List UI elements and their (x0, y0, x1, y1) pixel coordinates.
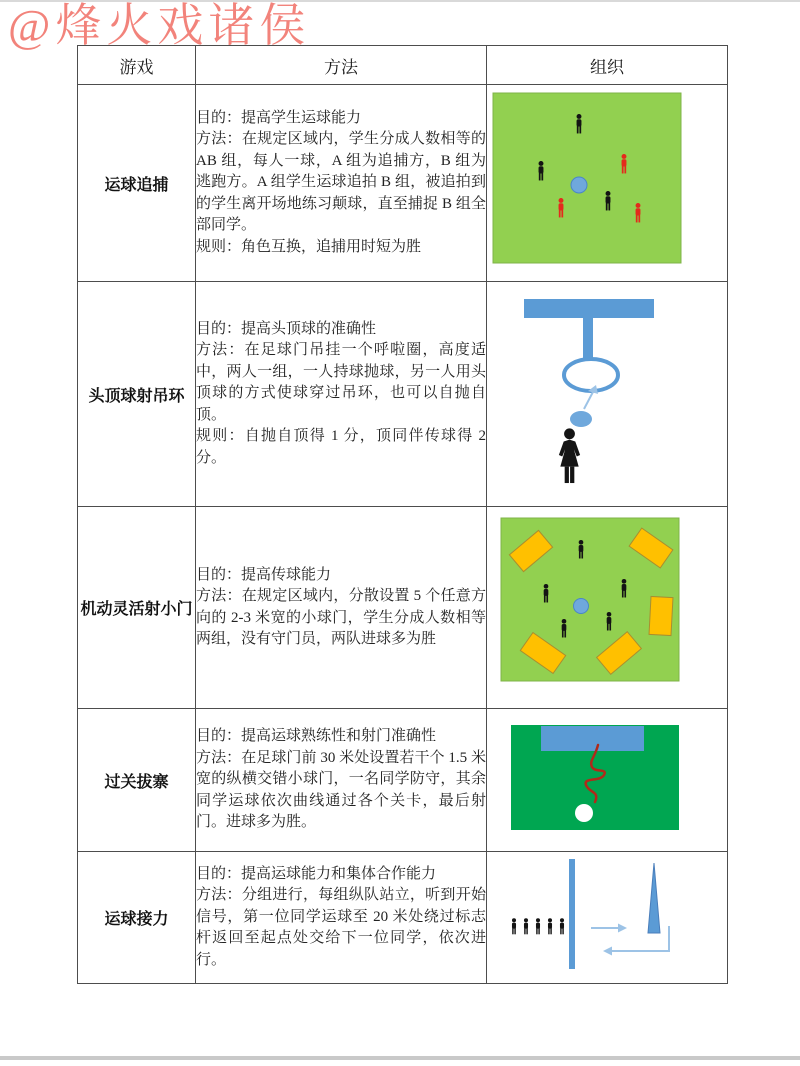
header-game: 游戏 (78, 46, 196, 85)
game-name: 运球接力 (78, 852, 196, 984)
table-row (78, 507, 728, 709)
method-paragraph: 目的：提高传球能力 (196, 566, 332, 583)
method-paragraph: 方法：在规定区域内，学生分成人数相等的 AB 组，每人一球，A 组为追捕方，B 组为逃跑方。A 组学生运球追拍 B 组，被追拍到的学生离开场地练习颠球，直至捕捉 B 组全部同学。 (196, 131, 486, 234)
method-paragraph: 目的：提高头顶球的准确性 (196, 320, 377, 337)
table-row (78, 282, 728, 507)
start-line-bar (569, 859, 575, 969)
chase-field-diagram (487, 85, 726, 280)
watermark-text: @烽火戏诸侯 (8, 0, 311, 51)
games-table (77, 45, 728, 984)
ball-icon (575, 804, 593, 822)
table-row (78, 709, 728, 852)
arrowhead-icon (603, 947, 612, 956)
method-paragraph: 目的：提高运球能力和集体合作能力 (196, 865, 437, 882)
player-black-icon (536, 918, 540, 934)
player-black-icon (512, 918, 516, 934)
marker-pole-cone (648, 863, 660, 933)
method-text (196, 709, 487, 852)
header-organization: 组织 (487, 46, 728, 85)
table-row (78, 85, 728, 282)
organization-diagram-cell (487, 282, 728, 507)
method-text (196, 507, 487, 709)
method-text (196, 852, 487, 984)
game-name: 头顶球射吊环 (78, 282, 196, 507)
method-paragraph: 规则：角色互换，追捕用时短为胜 (196, 238, 422, 255)
ball-icon (574, 599, 589, 614)
hanging-hoop-diagram (487, 282, 726, 505)
table-row (78, 852, 728, 984)
method-paragraph: 规则：自抛自顶得 1 分，顶同伴传球得 2 分。 (196, 428, 486, 466)
small-goal (649, 596, 673, 635)
player-black-icon (524, 918, 528, 934)
game-name: 运球追捕 (78, 85, 196, 282)
method-text (196, 85, 487, 282)
goal-area (541, 726, 644, 751)
ball-icon (570, 411, 592, 427)
method-paragraph: 目的：提高运球熟练性和射门准确性 (196, 728, 437, 745)
player-black-icon (548, 918, 552, 934)
small-goals-field-diagram (487, 507, 726, 707)
method-paragraph: 方法：在足球门前 30 米处设置若干个 1.5 米宽的纵横交错小球门，一名同学防守，其余同学运球依次曲线通过各个关卡，最后射门。进球多为胜。 (196, 749, 486, 831)
player-silhouette-icon (559, 428, 580, 483)
gates-field-diagram (487, 709, 726, 850)
page-divider-line (0, 1056, 800, 1060)
method-paragraph: 方法：分组进行，每组纵队站立，听到开始信号，第一位同学运球至 20 米处绕过标志杆返回至起点处交给下一位同学，依次进行。 (196, 887, 486, 968)
header-method: 方法 (196, 46, 487, 85)
arrowhead-icon (618, 924, 627, 933)
hanging-pole (583, 318, 593, 359)
player-black-icon (560, 918, 564, 934)
method-paragraph: 方法：在足球门吊挂一个呼啦圈，高度适中，两人一组，一人持球抛球，另一人用头顶球的方式使球穿过吊环，也可以自抛自顶。 (196, 342, 486, 423)
game-name: 机动灵活射小门 (78, 507, 196, 709)
organization-diagram-cell (487, 85, 728, 282)
organization-diagram-cell (487, 507, 728, 709)
method-paragraph: 目的：提高学生运球能力 (196, 109, 362, 126)
organization-diagram-cell (487, 852, 728, 984)
game-name: 过关拔寨 (78, 709, 196, 852)
organization-diagram-cell (487, 709, 728, 852)
field-area (493, 93, 681, 263)
ball-icon (571, 177, 587, 193)
method-paragraph: 方法：在规定区域内，分散设置 5 个任意方向的 2-3 米宽的小球门，学生分成人数相等两组，没有守门员，两队进球多为胜 (196, 588, 486, 647)
hula-hoop-ring (564, 359, 618, 391)
relay-diagram (487, 852, 726, 982)
table-body (78, 85, 728, 984)
method-text (196, 282, 487, 507)
goal-crossbar (524, 299, 654, 318)
